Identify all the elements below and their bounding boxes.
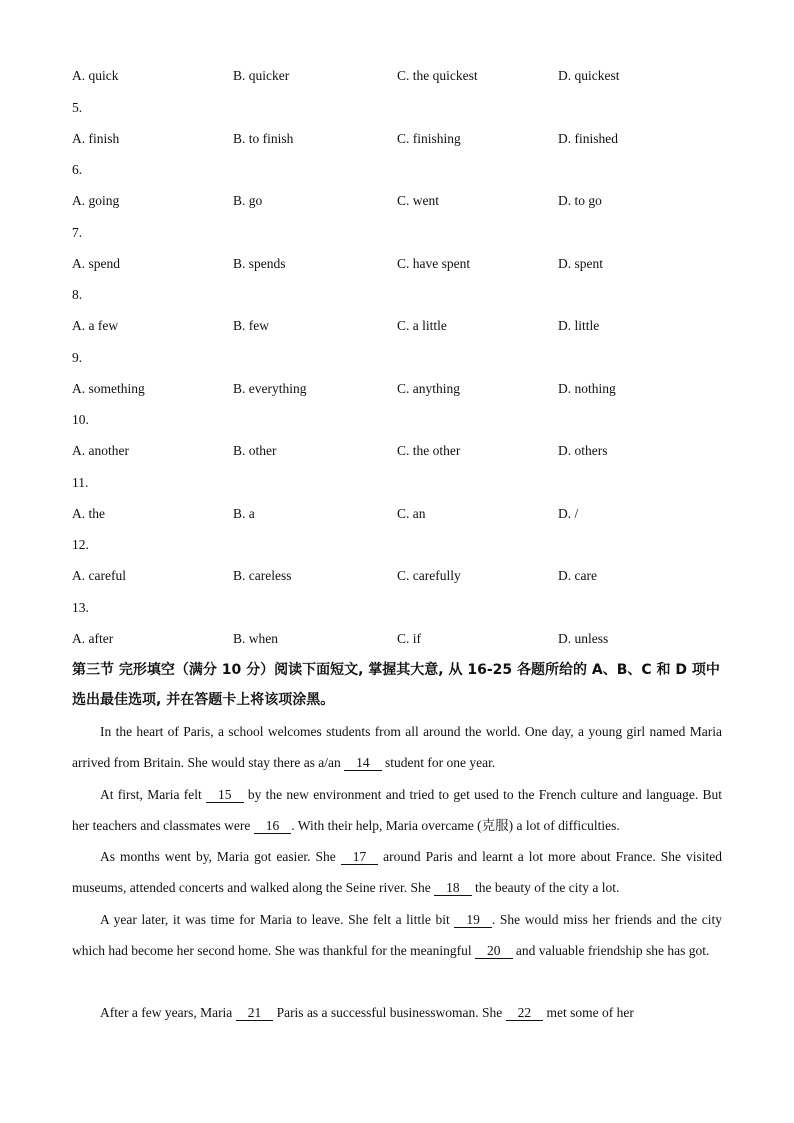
passage-paragraph-2	[72, 779, 722, 841]
passage-text: A year later, it was time for Maria to leave. She felt a little bit	[100, 912, 455, 927]
blank-19: 19	[454, 913, 492, 928]
option-row	[72, 381, 732, 401]
option-d: D. spent	[558, 255, 603, 271]
section-heading: 第三节 完形填空（满分 10 分）阅读下面短文, 掌握其大意, 从 16-25 各题所给的 A、B、C 和 D 项中选出最佳选项, 并在答题卡上将该项涂黑。	[72, 662, 720, 708]
passage-paragraph-1	[72, 716, 722, 778]
passage-paragraph-5	[72, 997, 722, 1028]
option-a: A. finish	[72, 130, 120, 146]
passage-text: . She would miss her friends and the city which had become her second home. She was thankful for the meaningful	[72, 912, 722, 958]
option-c: C. if	[397, 630, 422, 646]
option-d: D. care	[558, 568, 597, 583]
option-row	[72, 193, 732, 213]
passage-text: by the new environment and tried to get used to the French culture and language. But her teachers and classmates were	[72, 787, 722, 833]
option-c: C. carefully	[397, 568, 461, 583]
option-row	[72, 131, 732, 151]
question-number: 10.	[72, 412, 89, 427]
option-a: A. something	[72, 380, 145, 396]
option-b: B. when	[233, 630, 278, 646]
question-number: 8.	[72, 287, 83, 302]
option-a: A. another	[72, 443, 129, 458]
question-number: 13.	[72, 599, 89, 615]
option-d: D. others	[558, 443, 608, 458]
question-number: 5.	[72, 99, 83, 115]
option-d: D. little	[558, 318, 600, 333]
option-c: C. have spent	[397, 255, 471, 271]
blank-15: 15	[206, 788, 244, 803]
option-d: D. nothing	[558, 380, 616, 396]
option-b: B. careless	[233, 568, 292, 583]
option-a: A. spend	[72, 255, 120, 271]
option-c: C. anything	[397, 380, 460, 396]
option-d: D. unless	[558, 630, 609, 646]
question-number: 11.	[72, 474, 89, 490]
option-b: B. everything	[233, 380, 307, 396]
passage-text: around Paris and learnt a lot more about France. She visited museums, attended concerts and walked along the Seine river. She	[72, 849, 722, 895]
option-row	[72, 318, 732, 338]
option-d: D. to go	[558, 193, 602, 208]
option-b: B. quicker	[233, 68, 290, 83]
blank-20: 20	[475, 944, 513, 959]
blank-16: 16	[254, 819, 292, 834]
question-number: 6.	[72, 162, 83, 177]
passage-paragraph-3	[72, 841, 722, 903]
option-d: D. finished	[558, 130, 618, 146]
passage-text: As months went by, Maria got easier. She	[100, 849, 341, 864]
blank-17: 17	[341, 850, 379, 865]
option-b: B. a	[233, 505, 255, 521]
option-a: A. careful	[72, 568, 126, 583]
passage-text: After a few years, Maria	[100, 1005, 236, 1020]
option-d: D. /	[558, 505, 579, 521]
option-b: B. other	[233, 443, 277, 458]
option-row	[72, 443, 732, 463]
option-b: B. to finish	[233, 130, 294, 146]
blank-22: 22	[506, 1006, 544, 1021]
question-number: 12.	[72, 537, 89, 552]
blank-18: 18	[434, 881, 472, 896]
passage-text: met some of her	[543, 1005, 634, 1020]
passage-text: and valuable friendship she has got.	[512, 943, 710, 958]
option-row	[72, 506, 732, 526]
passage-text: At first, Maria felt	[100, 787, 207, 802]
blank-14: 14	[344, 756, 382, 771]
option-c: C. a little	[397, 318, 447, 333]
option-a: A. the	[72, 505, 105, 521]
option-a: A. after	[72, 630, 114, 646]
option-row	[72, 568, 732, 588]
option-c: C. an	[397, 505, 426, 521]
option-a: A. quick	[72, 68, 119, 83]
option-c: C. finishing	[397, 130, 461, 146]
passage-text: Paris as a successful businesswoman. She	[273, 1005, 506, 1020]
passage-text: In the heart of Paris, a school welcomes students from all around the world. One day, a young girl named Maria arrived from Britain. She would stay there as a/an	[72, 724, 722, 770]
option-b: B. few	[233, 318, 269, 333]
option-a: A. a few	[72, 318, 119, 333]
option-row	[72, 631, 732, 651]
option-c: C. the other	[397, 443, 461, 458]
blank-21: 21	[236, 1006, 274, 1021]
question-number: 9.	[72, 349, 83, 365]
option-row	[72, 68, 732, 88]
option-a: A. going	[72, 193, 120, 208]
question-number: 7.	[72, 224, 83, 240]
passage-text: student for one year.	[381, 755, 496, 770]
option-c: C. went	[397, 193, 439, 208]
passage-text: . With their help, Maria overcame (克服) a lot of difficulties.	[291, 818, 620, 833]
option-b: B. go	[233, 193, 263, 208]
passage-text: the beauty of the city a lot.	[471, 880, 620, 895]
option-d: D. quickest	[558, 68, 620, 83]
passage-paragraph-4	[72, 904, 722, 966]
option-b: B. spends	[233, 255, 286, 271]
option-c: C. the quickest	[397, 68, 478, 83]
option-row	[72, 256, 732, 276]
